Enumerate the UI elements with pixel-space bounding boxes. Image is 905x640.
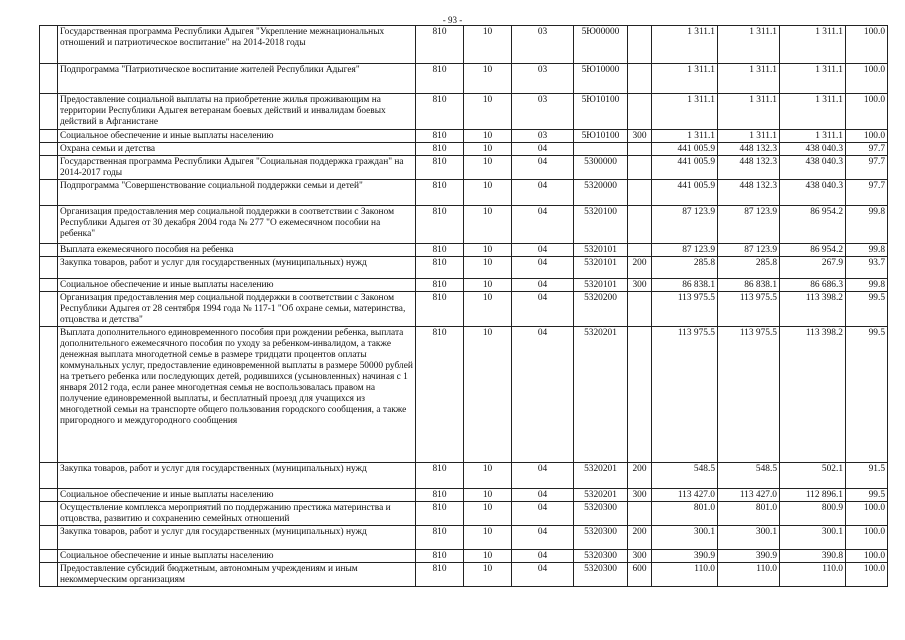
cell-subsection: 03 <box>512 64 574 94</box>
cell-plan1: 113 427.0 <box>652 489 718 502</box>
table-row <box>40 257 888 279</box>
table-row <box>40 143 888 156</box>
cell-subsection: 04 <box>512 502 574 526</box>
cell-pct: 100.0 <box>846 94 888 130</box>
cell-plan2: 110.0 <box>718 563 780 587</box>
cell-plan1: 441 005.9 <box>652 180 718 206</box>
cell-pct: 99.8 <box>846 279 888 292</box>
cell-section: 10 <box>464 130 512 143</box>
table-row <box>40 502 888 526</box>
cell-plan1: 1 311.1 <box>652 26 718 64</box>
cell-exec: 1 311.1 <box>780 26 846 64</box>
cell-pct: 97.7 <box>846 180 888 206</box>
cell-type: 200 <box>628 526 652 550</box>
row-margin-cell <box>40 244 58 257</box>
cell-plan2: 1 311.1 <box>718 130 780 143</box>
cell-pct: 100.0 <box>846 64 888 94</box>
cell-plan2: 113 975.5 <box>718 292 780 327</box>
row-margin-cell <box>40 143 58 156</box>
cell-plan2: 548.5 <box>718 463 780 489</box>
row-margin-cell <box>40 94 58 130</box>
cell-name: Социальное обеспечение и иные выплаты населению <box>58 279 416 292</box>
cell-ministry: 810 <box>416 463 464 489</box>
table-row <box>40 526 888 550</box>
cell-plan1: 285.8 <box>652 257 718 279</box>
cell-name: Закупка товаров, работ и услуг для государственных (муниципальных) нужд <box>58 526 416 550</box>
cell-exec: 112 896.1 <box>780 489 846 502</box>
cell-plan2: 390.9 <box>718 550 780 563</box>
cell-section: 10 <box>464 64 512 94</box>
cell-target: 5320300 <box>574 563 628 587</box>
table-row <box>40 550 888 563</box>
cell-type: 600 <box>628 563 652 587</box>
cell-subsection: 04 <box>512 526 574 550</box>
cell-type: 300 <box>628 130 652 143</box>
cell-ministry: 810 <box>416 502 464 526</box>
table-row <box>40 130 888 143</box>
cell-subsection: 04 <box>512 279 574 292</box>
cell-section: 10 <box>464 292 512 327</box>
cell-type <box>628 94 652 130</box>
cell-type <box>628 156 652 180</box>
table-row <box>40 64 888 94</box>
cell-target: 5320201 <box>574 463 628 489</box>
cell-type <box>628 502 652 526</box>
cell-exec: 110.0 <box>780 563 846 587</box>
cell-pct: 91.5 <box>846 463 888 489</box>
cell-section: 10 <box>464 156 512 180</box>
cell-section: 10 <box>464 180 512 206</box>
cell-target: 5320300 <box>574 526 628 550</box>
cell-plan2: 285.8 <box>718 257 780 279</box>
cell-name: Государственная программа Республики Адыгея "Социальная поддержка граждан" на 2014-2017 годы <box>58 156 416 180</box>
page-number: - 93 - <box>442 15 463 25</box>
cell-target: 5Ю00000 <box>574 26 628 64</box>
cell-target: 5320300 <box>574 502 628 526</box>
cell-subsection: 04 <box>512 206 574 244</box>
cell-type <box>628 64 652 94</box>
cell-section: 10 <box>464 244 512 257</box>
table-row <box>40 563 888 587</box>
cell-plan2: 87 123.9 <box>718 206 780 244</box>
cell-section: 10 <box>464 550 512 563</box>
cell-name: Осуществление комплекса мероприятий по поддержанию престижа материнства и отцовства, развитию и сохранению семейных отношений <box>58 502 416 526</box>
cell-target: 5320101 <box>574 257 628 279</box>
table-row <box>40 279 888 292</box>
cell-ministry: 810 <box>416 143 464 156</box>
cell-name: Подпрограмма "Совершенствование социальной поддержки семьи и детей" <box>58 180 416 206</box>
cell-plan2: 448 132.3 <box>718 156 780 180</box>
cell-plan1: 110.0 <box>652 563 718 587</box>
cell-target: 5320101 <box>574 279 628 292</box>
table-row <box>40 292 888 327</box>
cell-ministry: 810 <box>416 327 464 463</box>
cell-subsection: 04 <box>512 292 574 327</box>
cell-target: 5320201 <box>574 489 628 502</box>
cell-section: 10 <box>464 279 512 292</box>
cell-name: Предоставление социальной выплаты на приобретение жилья проживающим на территории Республики Адыгея ветеранам боевых действий и инвалидам боевых действий в Афганистане <box>58 94 416 130</box>
cell-name: Социальное обеспечение и иные выплаты населению <box>58 130 416 143</box>
cell-pct: 93.7 <box>846 257 888 279</box>
row-margin-cell <box>40 463 58 489</box>
cell-type: 300 <box>628 279 652 292</box>
cell-name: Закупка товаров, работ и услуг для государственных (муниципальных) нужд <box>58 463 416 489</box>
cell-ministry: 810 <box>416 489 464 502</box>
cell-exec: 113 398.2 <box>780 292 846 327</box>
cell-exec: 390.8 <box>780 550 846 563</box>
cell-plan1: 1 311.1 <box>652 130 718 143</box>
cell-ministry: 810 <box>416 94 464 130</box>
table-row <box>40 156 888 180</box>
cell-ministry: 810 <box>416 180 464 206</box>
cell-plan1: 113 975.5 <box>652 327 718 463</box>
cell-ministry: 810 <box>416 206 464 244</box>
cell-exec: 1 311.1 <box>780 94 846 130</box>
cell-ministry: 810 <box>416 257 464 279</box>
cell-name: Организация предоставления мер социальной поддержки в соответствии с Законом Республики Адыгея от 30 декабря 2004 года № 277 "О ежемесячном пособии на ребенка" <box>58 206 416 244</box>
row-margin-cell <box>40 502 58 526</box>
cell-pct: 99.5 <box>846 292 888 327</box>
cell-ministry: 810 <box>416 64 464 94</box>
budget-table <box>39 25 888 587</box>
cell-plan1: 300.1 <box>652 526 718 550</box>
cell-exec: 113 398.2 <box>780 327 846 463</box>
cell-section: 10 <box>464 143 512 156</box>
cell-exec: 1 311.1 <box>780 130 846 143</box>
cell-exec: 86 686.3 <box>780 279 846 292</box>
cell-subsection: 04 <box>512 563 574 587</box>
row-margin-cell <box>40 489 58 502</box>
cell-plan2: 1 311.1 <box>718 94 780 130</box>
cell-section: 10 <box>464 463 512 489</box>
cell-target <box>574 143 628 156</box>
table-row <box>40 244 888 257</box>
cell-plan1: 113 975.5 <box>652 292 718 327</box>
cell-type: 300 <box>628 489 652 502</box>
cell-plan1: 86 838.1 <box>652 279 718 292</box>
row-margin-cell <box>40 279 58 292</box>
cell-subsection: 04 <box>512 463 574 489</box>
row-margin-cell <box>40 563 58 587</box>
cell-ministry: 810 <box>416 130 464 143</box>
cell-pct: 100.0 <box>846 502 888 526</box>
cell-plan1: 1 311.1 <box>652 64 718 94</box>
row-margin-cell <box>40 156 58 180</box>
cell-plan2: 113 427.0 <box>718 489 780 502</box>
cell-subsection: 04 <box>512 244 574 257</box>
cell-plan2: 1 311.1 <box>718 64 780 94</box>
cell-target: 5320101 <box>574 244 628 257</box>
cell-subsection: 03 <box>512 94 574 130</box>
cell-subsection: 04 <box>512 156 574 180</box>
cell-type: 200 <box>628 463 652 489</box>
cell-exec: 86 954.2 <box>780 244 846 257</box>
cell-pct: 100.0 <box>846 550 888 563</box>
cell-target: 5320201 <box>574 327 628 463</box>
cell-plan1: 87 123.9 <box>652 206 718 244</box>
cell-name: Предоставление субсидий бюджетным, автономным учреждениям и иным некоммерческим организациям <box>58 563 416 587</box>
cell-type: 300 <box>628 550 652 563</box>
cell-subsection: 04 <box>512 327 574 463</box>
cell-exec: 438 040.3 <box>780 156 846 180</box>
cell-name: Закупка товаров, работ и услуг для государственных (муниципальных) нужд <box>58 257 416 279</box>
cell-ministry: 810 <box>416 526 464 550</box>
cell-plan1: 390.9 <box>652 550 718 563</box>
cell-name: Социальное обеспечение и иные выплаты населению <box>58 489 416 502</box>
cell-name: Выплата ежемесячного пособия на ребенка <box>58 244 416 257</box>
cell-pct: 99.5 <box>846 489 888 502</box>
cell-name: Выплата дополнительного единовременного пособия при рождении ребенка, выплата дополнительного ежемесячного пособия по уходу за ребенком-инвалидом, а также денежная выплата многодетной семье в размере тридцати процентов оплаты коммунальных услуг, предоставление единовременной выплаты в размере 50000 рублей на третьего ребенка или последующих детей, родившихся (усыновленных) начиная с 1 января 2012 года, если ранее многодетная семья не воспользовалась правом на получение единовременной выплаты, и бесплатный проезд для учащихся из многодетной семьи на транспорте общего пользования городского сообщения, а также пригородного и междугородного сообщения <box>58 327 416 463</box>
cell-section: 10 <box>464 502 512 526</box>
cell-section: 10 <box>464 257 512 279</box>
cell-pct: 97.7 <box>846 156 888 180</box>
cell-subsection: 04 <box>512 180 574 206</box>
row-margin-cell <box>40 257 58 279</box>
cell-ministry: 810 <box>416 550 464 563</box>
cell-type <box>628 143 652 156</box>
cell-plan2: 448 132.3 <box>718 143 780 156</box>
cell-ministry: 810 <box>416 279 464 292</box>
cell-subsection: 04 <box>512 257 574 279</box>
cell-plan2: 113 975.5 <box>718 327 780 463</box>
cell-pct: 100.0 <box>846 526 888 550</box>
cell-ministry: 810 <box>416 244 464 257</box>
cell-plan2: 300.1 <box>718 526 780 550</box>
cell-name: Организация предоставления мер социальной поддержки в соответствии с Законом Республики Адыгея от 28 сентября 1994 года № 117-1 "Об охране семьи, материнства, отцовства и детства" <box>58 292 416 327</box>
cell-type <box>628 292 652 327</box>
row-margin-cell <box>40 64 58 94</box>
cell-plan2: 86 838.1 <box>718 279 780 292</box>
row-margin-cell <box>40 526 58 550</box>
table-row <box>40 489 888 502</box>
cell-target: 5320300 <box>574 550 628 563</box>
table-row <box>40 463 888 489</box>
cell-section: 10 <box>464 489 512 502</box>
cell-exec: 86 954.2 <box>780 206 846 244</box>
cell-target: 5320200 <box>574 292 628 327</box>
cell-subsection: 04 <box>512 143 574 156</box>
cell-plan1: 441 005.9 <box>652 143 718 156</box>
row-margin-cell <box>40 130 58 143</box>
cell-pct: 99.8 <box>846 206 888 244</box>
cell-pct: 100.0 <box>846 130 888 143</box>
cell-subsection: 04 <box>512 489 574 502</box>
cell-ministry: 810 <box>416 563 464 587</box>
cell-section: 10 <box>464 526 512 550</box>
row-margin-cell <box>40 26 58 64</box>
cell-plan2: 87 123.9 <box>718 244 780 257</box>
cell-type <box>628 180 652 206</box>
cell-plan2: 1 311.1 <box>718 26 780 64</box>
cell-name: Социальное обеспечение и иные выплаты населению <box>58 550 416 563</box>
row-margin-cell <box>40 206 58 244</box>
row-margin-cell <box>40 550 58 563</box>
table-row <box>40 94 888 130</box>
cell-exec: 502.1 <box>780 463 846 489</box>
cell-exec: 438 040.3 <box>780 143 846 156</box>
cell-plan1: 441 005.9 <box>652 156 718 180</box>
cell-type <box>628 327 652 463</box>
cell-plan1: 1 311.1 <box>652 94 718 130</box>
cell-plan1: 548.5 <box>652 463 718 489</box>
cell-name: Подпрограмма "Патриотическое воспитание жителей Республики Адыгея" <box>58 64 416 94</box>
cell-exec: 267.9 <box>780 257 846 279</box>
cell-exec: 438 040.3 <box>780 180 846 206</box>
row-margin-cell <box>40 327 58 463</box>
cell-section: 10 <box>464 206 512 244</box>
cell-name: Государственная программа Республики Адыгея "Укрепление межнациональных отношений и патриотическое воспитание" на 2014-2018 годы <box>58 26 416 64</box>
cell-name: Охрана семьи и детства <box>58 143 416 156</box>
row-margin-cell <box>40 292 58 327</box>
cell-section: 10 <box>464 26 512 64</box>
cell-plan1: 801.0 <box>652 502 718 526</box>
table-row <box>40 180 888 206</box>
cell-type <box>628 26 652 64</box>
table-body <box>40 26 888 587</box>
cell-subsection: 04 <box>512 550 574 563</box>
cell-type <box>628 244 652 257</box>
cell-pct: 97.7 <box>846 143 888 156</box>
cell-plan2: 448 132.3 <box>718 180 780 206</box>
cell-target: 5Ю10100 <box>574 130 628 143</box>
cell-pct: 100.0 <box>846 26 888 64</box>
cell-target: 5320000 <box>574 180 628 206</box>
cell-section: 10 <box>464 563 512 587</box>
cell-target: 5300000 <box>574 156 628 180</box>
cell-type <box>628 206 652 244</box>
cell-exec: 300.1 <box>780 526 846 550</box>
cell-section: 10 <box>464 327 512 463</box>
cell-pct: 100.0 <box>846 563 888 587</box>
cell-ministry: 810 <box>416 156 464 180</box>
cell-pct: 99.5 <box>846 327 888 463</box>
cell-target: 5Ю10100 <box>574 94 628 130</box>
cell-exec: 1 311.1 <box>780 64 846 94</box>
cell-target: 5Ю10000 <box>574 64 628 94</box>
row-margin-cell <box>40 180 58 206</box>
cell-section: 10 <box>464 94 512 130</box>
cell-exec: 800.9 <box>780 502 846 526</box>
cell-plan2: 801.0 <box>718 502 780 526</box>
cell-ministry: 810 <box>416 292 464 327</box>
cell-subsection: 03 <box>512 130 574 143</box>
table-row <box>40 26 888 64</box>
cell-pct: 99.8 <box>846 244 888 257</box>
cell-type: 200 <box>628 257 652 279</box>
cell-ministry: 810 <box>416 26 464 64</box>
cell-plan1: 87 123.9 <box>652 244 718 257</box>
cell-subsection: 03 <box>512 26 574 64</box>
cell-target: 5320100 <box>574 206 628 244</box>
table-row <box>40 206 888 244</box>
table-row <box>40 327 888 463</box>
